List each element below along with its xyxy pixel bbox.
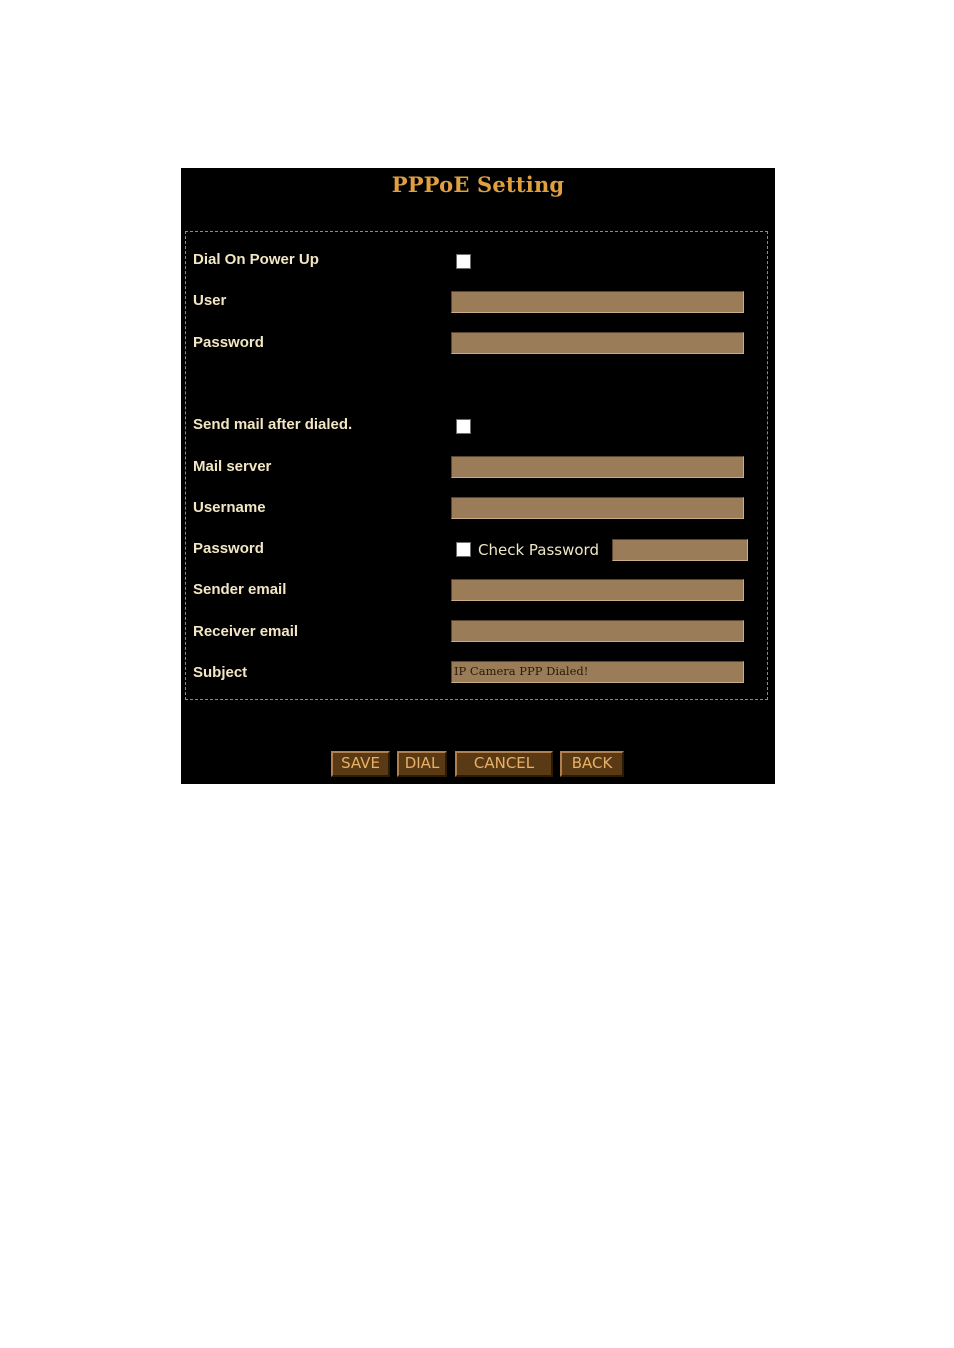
user-input[interactable] <box>451 291 744 313</box>
pppoe-setting-panel <box>181 168 775 784</box>
receiver-email-label: Receiver email <box>193 623 299 640</box>
sender-email-input[interactable] <box>451 579 744 601</box>
send-mail-checkbox[interactable] <box>456 419 471 434</box>
send-mail-label: Send mail after dialed. <box>193 416 353 433</box>
check-password-checkbox[interactable] <box>456 542 471 557</box>
mail-server-label: Mail server <box>193 458 272 475</box>
save-button[interactable]: SAVE <box>331 751 390 777</box>
username-input[interactable] <box>451 497 744 519</box>
cancel-button[interactable]: CANCEL <box>455 751 553 777</box>
back-button[interactable]: BACK <box>560 751 624 777</box>
dial-button[interactable]: DIAL <box>397 751 447 777</box>
subject-label: Subject <box>193 664 248 681</box>
password-label: Password <box>193 334 264 351</box>
page-title: PPPoE Setting <box>391 172 565 197</box>
check-password-label: Check Password <box>478 541 599 559</box>
dial-on-power-up-label: Dial On Power Up <box>193 251 319 268</box>
mail-password-label: Password <box>193 540 264 557</box>
mail-password-input[interactable] <box>612 539 748 561</box>
receiver-email-input[interactable] <box>451 620 744 642</box>
subject-input[interactable]: IP Camera PPP Dialed! <box>451 661 744 683</box>
dial-on-power-up-checkbox[interactable] <box>456 254 471 269</box>
sender-email-label: Sender email <box>193 581 287 598</box>
password-input[interactable] <box>451 332 744 354</box>
mail-server-input[interactable] <box>451 456 744 478</box>
user-label: User <box>193 292 227 309</box>
username-label: Username <box>193 499 266 516</box>
